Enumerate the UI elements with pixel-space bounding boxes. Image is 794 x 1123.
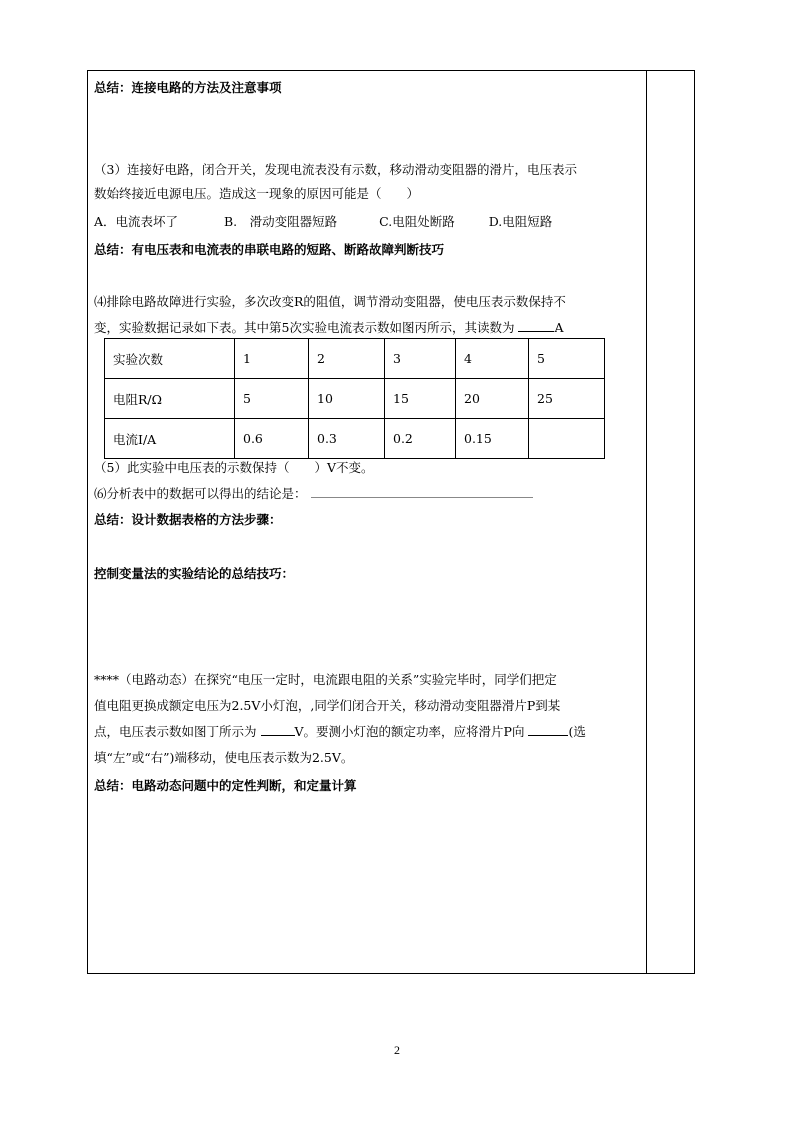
answer-blank-voltage[interactable] [261, 722, 295, 736]
question-5 [94, 458, 374, 478]
table-cell: 0.3 [309, 419, 385, 459]
experiment-data-table [104, 338, 605, 459]
question-5-text: （5）此实验中电压表的示数保持（ ） [94, 460, 327, 475]
unit-ampere: A [554, 320, 564, 335]
table-cell: 0.6 [235, 419, 309, 459]
question-7-line2: 值电阻更换成额定电压为2.5V小灯泡，,同学们闭合开关，移动滑动变阻器滑片P到某 [94, 698, 561, 713]
answer-blank-current[interactable] [518, 318, 554, 332]
answer-blank-direction[interactable] [528, 722, 568, 736]
table-cell: 20 [456, 379, 529, 419]
table-row [105, 379, 605, 419]
question-7-text-b: V。要测小灯泡的额定功率，应将滑片P向 [294, 724, 525, 739]
answer-cell-current[interactable] [529, 419, 605, 459]
option-d: D.电阻短路 [488, 214, 553, 229]
table-cell: 25 [529, 379, 605, 419]
option-b: B. 滑动变阻器短路 [224, 214, 338, 229]
notes-column-divider [646, 70, 647, 974]
row-label: 电流I/A [105, 419, 235, 459]
table-cell: 1 [235, 339, 309, 379]
question-3-options [94, 212, 552, 232]
question-6 [94, 484, 533, 504]
question-4-text: 变，实验数据记录如下表。其中第5次实验电流表示数如图丙所示，其读数为 [94, 320, 515, 335]
table-cell: 15 [385, 379, 456, 419]
answer-blank-conclusion[interactable] [311, 484, 533, 498]
question-4-line1: ⑷排除电路故障进行实验，多次改变R的阻值，调节滑动变阻器，使电压表示数保持不 [94, 294, 566, 309]
table-cell: 3 [385, 339, 456, 379]
table-cell: 4 [456, 339, 529, 379]
question-3-line2: 数始终接近电源电压。造成这一现象的原因可能是（ ） [94, 186, 420, 201]
table-cell: 5 [235, 379, 309, 419]
row-label: 电阻R/Ω [105, 379, 235, 419]
table-cell: 2 [309, 339, 385, 379]
summary-connect-circuit: 总结：连接电路的方法及注意事项 [94, 80, 282, 95]
question-7-line4: 填“左”或“右”)端移动，使电压表示数为2.5V。 [94, 750, 354, 765]
page-number: 2 [394, 1043, 400, 1057]
question-7-line1: ****（电路动态）在探究“电压一定时，电流跟电阻的关系”实验完毕时，同学们把定 [94, 672, 557, 687]
table-row [105, 339, 605, 379]
row-label: 实验次数 [105, 339, 235, 379]
question-5-suffix: V不变。 [326, 460, 374, 475]
summary-control-variable: 控制变量法的实验结论的总结技巧： [94, 566, 295, 581]
question-4-line2 [94, 318, 563, 338]
question-6-text: ⑹分析表中的数据可以得出的结论是： [94, 486, 307, 501]
table-cell: 10 [309, 379, 385, 419]
question-3-line1: （3）连接好电路，闭合开关，发现电流表没有示数，移动滑动变阻器的滑片，电压表示 [94, 162, 577, 177]
summary-circuit-dynamics: 总结：电路动态问题中的定性判断，和定量计算 [94, 778, 357, 793]
table-cell: 0.15 [456, 419, 529, 459]
table-row [105, 419, 605, 459]
question-7-text-a: 点，电压表示数如图丁所示为 [94, 724, 257, 739]
table-cell: 5 [529, 339, 605, 379]
summary-fault-diagnosis: 总结：有电压表和电流表的串联电路的短路、断路故障判断技巧 [94, 242, 445, 257]
option-c: C.电阻处断路 [379, 214, 455, 229]
question-7-line3 [94, 722, 586, 742]
table-cell: 0.2 [385, 419, 456, 459]
question-7-text-c: (选 [568, 724, 586, 739]
summary-table-design: 总结：设计数据表格的方法步骤： [94, 512, 282, 527]
option-a: A．电流表坏了 [94, 214, 179, 229]
